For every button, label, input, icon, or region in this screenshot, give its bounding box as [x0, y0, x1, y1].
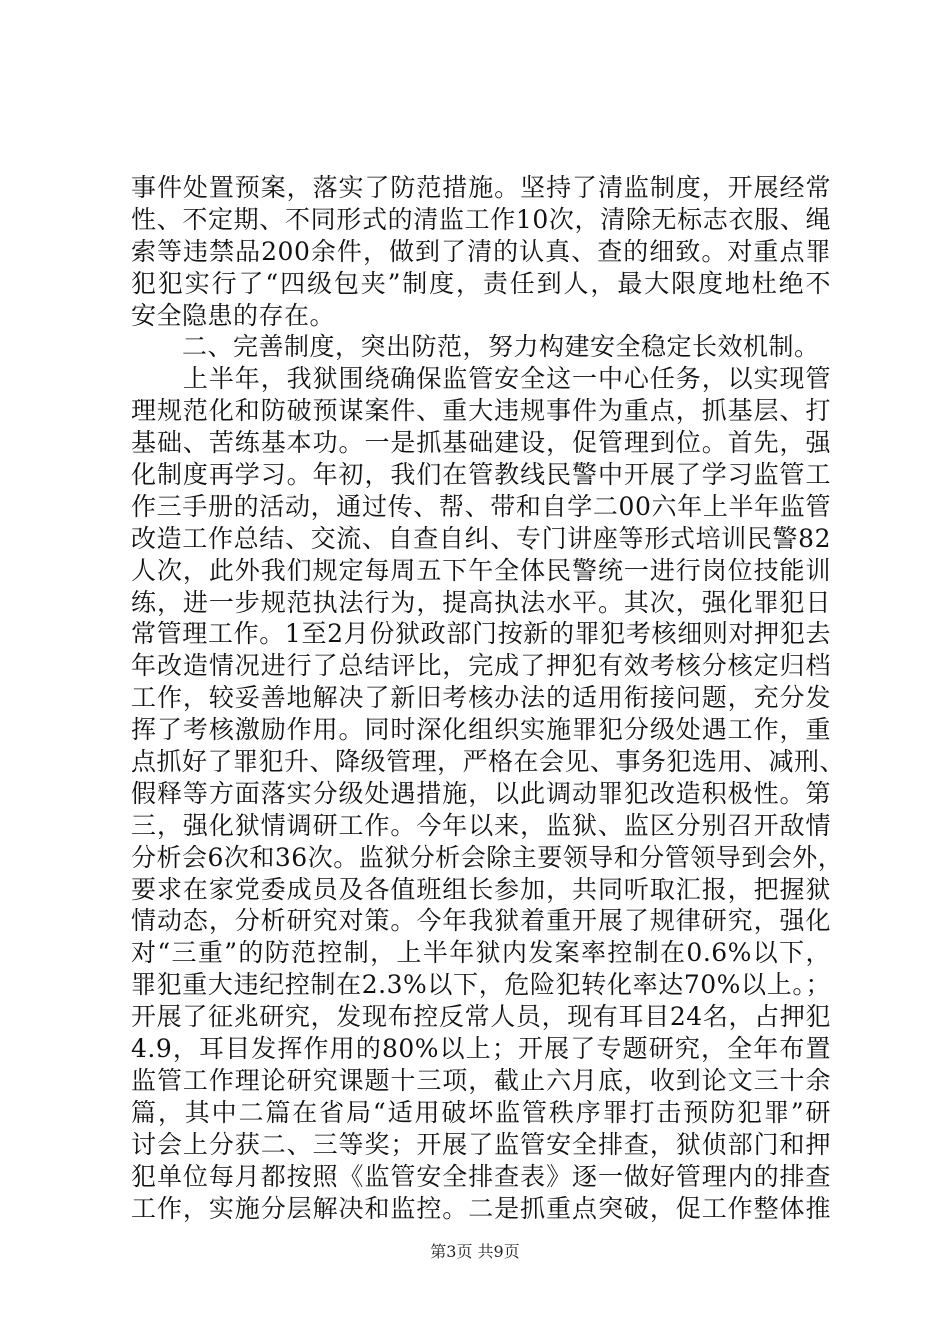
text-line: 情动态，分析研究对策。今年我狱着重开展了规律研究，强化: [131, 906, 831, 936]
text-line: 罪犯重大违纪控制在2.3%以下，危险犯转化率达70%以上。；: [131, 970, 831, 1000]
text-line: 工作，较妥善地解决了新旧考核办法的适用衔接问题，充分发: [131, 683, 831, 713]
text-line: 安全隐患的存在。: [131, 300, 336, 330]
text-line: 三，强化狱情调研工作。今年以来，监狱、监区分别召开敌情: [131, 810, 831, 840]
text-line: 性、不定期、不同形式的清监工作10次，清除无标志衣服、绳: [131, 204, 831, 234]
text-line: 练，进一步规范执法行为，提高执法水平。其次，强化罪犯日: [131, 587, 831, 617]
body-text: [131, 172, 846, 1224]
page-footer: 第3页 共9页: [430, 1242, 520, 1261]
text-line: 要求在家党委成员及各值班组长参加，共同听取汇报，把握狱: [131, 874, 831, 904]
text-line: 监管工作理论研究课题十三项，截止六月底，收到论文三十余: [131, 1065, 831, 1095]
text-line: 改造工作总结、交流、自查自纠、专门讲座等形式培训民警82: [131, 523, 831, 553]
text-line: 对“三重”的防范控制，上半年狱内发案率控制在0.6%以下，: [131, 938, 831, 968]
text-line: 理规范化和防破预谋案件、重大违规事件为重点，抓基层、打: [131, 396, 831, 426]
text-line: 常管理工作。1至2月份狱政部门按新的罪犯考核细则对押犯去: [131, 619, 831, 649]
text-line: 挥了考核激励作用。同时深化组织实施罪犯分级处遇工作，重: [131, 715, 831, 745]
text-line: 分析会6次和36次。监狱分析会除主要领导和分管领导到会外，: [131, 842, 844, 872]
text-line: 讨会上分获二、三等奖；开展了监管安全排查，狱侦部门和押: [131, 1129, 831, 1159]
text-line: 犯犯实行了“四级包夹”制度，责任到人，最大限度地杜绝不: [131, 268, 831, 298]
text-line: 基础、苦练基本功。一是抓基础建设，促管理到位。首先，强: [131, 428, 831, 458]
text-line: 二、完善制度，突出防范，努力构建安全稳定长效机制。: [131, 332, 820, 362]
text-line: 假释等方面落实分级处遇措施，以此调动罪犯改造积极性。第: [131, 778, 831, 808]
text-line: 开展了征兆研究，发现布控反常人员，现有耳目24名，占押犯: [131, 1002, 831, 1032]
text-line: 年改造情况进行了总结评比，完成了押犯有效考核分核定归档: [131, 651, 831, 681]
text-line: 作三手册的活动，通过传、帮、带和自学二00六年上半年监管: [131, 491, 831, 521]
text-line: 犯单位每月都按照《监管安全排查表》逐一做好管理内的排查: [131, 1161, 831, 1191]
text-line: 上半年，我狱围绕确保监管安全这一中心任务，以实现管: [131, 364, 831, 394]
text-line: 点抓好了罪犯升、降级管理，严格在会见、事务犯选用、减刑、: [131, 747, 846, 777]
text-line: 工作，实施分层解决和监控。二是抓重点突破，促工作整体推: [131, 1193, 831, 1223]
text-line: 4.9，耳目发挥作用的80%以上；开展了专题研究，全年布置: [131, 1034, 831, 1064]
text-line: 索等违禁品200余件，做到了清的认真、查的细致。对重点罪: [131, 236, 831, 266]
text-line: 人次，此外我们规定每周五下午全体民警统一进行岗位技能训: [131, 555, 831, 585]
text-line: 化制度再学习。年初，我们在管教线民警中开展了学习监管工: [131, 460, 831, 490]
text-line: 事件处置预案，落实了防范措施。坚持了清监制度，开展经常: [131, 173, 831, 202]
text-line: 篇，其中二篇在省局“适用破坏监管秩序罪打击预防犯罪”研: [131, 1097, 831, 1127]
